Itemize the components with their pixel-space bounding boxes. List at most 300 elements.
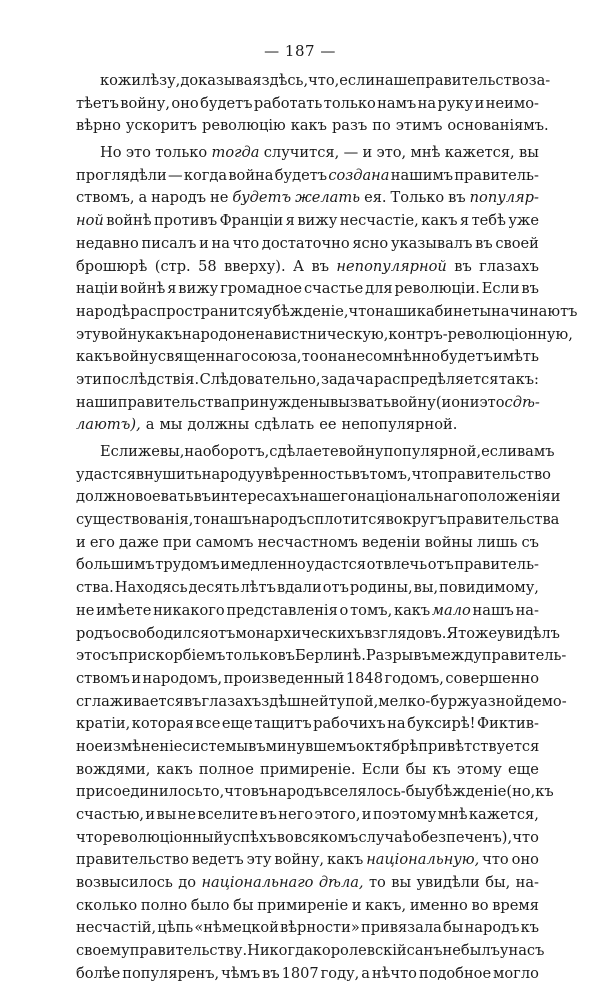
word: у — [499, 942, 509, 960]
word: правительству. — [129, 942, 248, 960]
word: ея. — [364, 189, 387, 207]
word: войнѣ — [120, 280, 166, 298]
word: войны — [424, 533, 473, 551]
text-line — [76, 577, 539, 600]
word: всякомъ — [294, 828, 359, 846]
word: правитель- — [481, 647, 567, 665]
word: примиреніе. — [260, 760, 356, 778]
text-line — [76, 917, 539, 940]
word: представленія — [226, 601, 338, 619]
word: въ — [183, 692, 202, 710]
word: своей — [495, 234, 539, 252]
word: народоненавистническую, — [182, 325, 389, 343]
word: лѣтъ — [240, 579, 276, 597]
word: будетъ — [440, 348, 493, 366]
word: громадное — [220, 280, 303, 298]
word: принуждены — [230, 393, 331, 411]
word: желать — [295, 189, 361, 207]
word: ства. — [76, 579, 114, 597]
word: томъ, — [369, 465, 412, 483]
word: привязала — [360, 919, 442, 937]
word: привѣтствуется — [418, 737, 540, 755]
word: а — [138, 189, 148, 207]
word: правительство — [415, 72, 529, 89]
text-line — [76, 600, 539, 623]
word: на — [387, 715, 406, 733]
word: несчастій, — [76, 919, 157, 937]
word: вы — [391, 874, 412, 892]
word: Только — [390, 189, 445, 207]
word: тащитъ — [254, 715, 312, 733]
word: войну — [100, 325, 146, 343]
word: народъ — [151, 189, 206, 207]
word: и — [474, 94, 485, 112]
word: примиреніе — [257, 896, 349, 914]
word: то, — [202, 783, 225, 801]
word: неимо- — [485, 94, 539, 112]
word: разъ — [331, 117, 368, 135]
word: что — [512, 828, 539, 846]
word: ее — [319, 416, 337, 434]
word: тупой, — [328, 692, 379, 710]
word: счастье — [303, 280, 364, 298]
word: народъ — [268, 783, 324, 801]
word: тоже — [458, 624, 498, 642]
word: оно — [171, 94, 199, 112]
text-line — [76, 804, 539, 827]
word: такъ: — [498, 370, 539, 388]
word: только — [323, 94, 376, 112]
word: внушить — [135, 465, 202, 483]
text-line — [76, 93, 539, 116]
text-line — [76, 324, 573, 347]
word: сдѣ- — [504, 393, 540, 411]
word: то — [193, 511, 211, 529]
word: достаточно — [261, 234, 350, 252]
word: къ — [535, 783, 554, 801]
word: революцію — [201, 117, 286, 135]
text-line — [76, 963, 539, 986]
word: воевать — [134, 488, 194, 506]
word: это, — [376, 144, 407, 162]
word: родины, — [349, 579, 413, 597]
word: кожи — [100, 72, 142, 89]
word: до — [178, 874, 197, 892]
word: войнѣ — [106, 212, 152, 230]
word: подобное — [418, 964, 492, 982]
word: союза, — [250, 348, 302, 366]
word: (стр. — [154, 257, 191, 275]
word: здѣшней — [261, 692, 329, 710]
word: повидимому, — [439, 579, 539, 597]
text-line — [76, 849, 539, 872]
word: не — [76, 601, 95, 619]
word: мнѣ — [410, 144, 441, 162]
word: вы, — [413, 579, 439, 597]
word: недавно — [76, 234, 139, 252]
word: мало — [431, 601, 471, 619]
word: только — [155, 144, 208, 162]
word: какъ, — [365, 896, 407, 914]
word: еще — [221, 715, 253, 733]
word: священнаго — [157, 348, 251, 366]
word: а — [145, 416, 155, 434]
word: на — [417, 94, 437, 112]
word: никакого — [153, 601, 225, 619]
word: сглаживается — [76, 692, 184, 710]
word: глазахъ — [479, 257, 539, 275]
word: основаніямъ. — [447, 117, 549, 135]
word: какъ — [421, 212, 458, 230]
text-line — [76, 392, 539, 415]
word: вы — [156, 806, 177, 823]
word: наши — [375, 302, 417, 320]
word: имѣть — [493, 348, 539, 366]
text-line — [76, 509, 560, 532]
word: въ — [248, 737, 266, 755]
word: распространится — [130, 302, 264, 320]
word: народомъ, — [142, 669, 223, 687]
word: что — [224, 783, 251, 801]
word: что, — [308, 72, 340, 89]
word: октябрѣ — [356, 737, 419, 755]
text-line — [76, 940, 545, 963]
word: что — [232, 234, 260, 252]
text-line — [76, 70, 551, 93]
word: — — [168, 166, 183, 184]
word: я — [285, 212, 295, 230]
word: будетъ — [200, 94, 253, 112]
word: убѣжденіе — [426, 783, 507, 801]
word: если — [339, 72, 376, 89]
word: революціи. — [394, 280, 480, 298]
word: народу — [201, 465, 256, 483]
word: Если — [100, 443, 138, 460]
word: него — [278, 806, 314, 823]
word: ной — [76, 212, 104, 230]
word: писалъ — [141, 234, 197, 252]
word: системы — [182, 737, 249, 755]
word: рабочихъ — [313, 715, 386, 733]
text-line — [76, 369, 539, 392]
word: санъ — [406, 942, 443, 960]
word: проглядѣли — [76, 166, 167, 184]
word: убѣжденіе, — [263, 302, 349, 320]
word: съ — [521, 533, 539, 551]
word: контръ-революціонную, — [388, 325, 573, 343]
word: правитель- — [454, 556, 539, 574]
word: буксирѣ! — [407, 715, 476, 733]
word: счастью, — [76, 806, 145, 823]
word: что — [411, 465, 439, 483]
word: войну — [338, 443, 384, 460]
word: только — [225, 647, 278, 665]
word: кажется, — [468, 806, 539, 823]
word: во — [471, 896, 489, 914]
word: при — [162, 533, 192, 551]
text-line — [76, 301, 578, 324]
word: правительства — [117, 393, 231, 411]
word: вы — [519, 144, 539, 162]
word: эти — [76, 370, 102, 388]
word: королевскій — [312, 942, 407, 960]
word: именно — [409, 896, 468, 914]
word: интересахъ — [211, 488, 300, 506]
text-line — [76, 142, 539, 165]
word: указывалъ — [390, 234, 473, 252]
word: какъ — [76, 348, 113, 366]
word: отъ — [209, 624, 236, 642]
word: и — [220, 556, 230, 574]
word: и — [361, 806, 372, 823]
text-line — [76, 872, 539, 895]
word: въ — [259, 806, 277, 823]
word: какъ — [290, 117, 327, 135]
word: же — [137, 443, 160, 460]
word: не — [177, 806, 196, 823]
paragraph — [76, 441, 567, 986]
word: вы, — [159, 443, 185, 460]
word: вѣрно — [76, 117, 121, 135]
word: вызвать — [330, 393, 391, 411]
word: на — [211, 234, 230, 252]
word: начинаютъ — [491, 302, 578, 320]
word: взглядовъ. — [364, 624, 447, 642]
text-line — [76, 554, 539, 577]
word: распредѣляется — [374, 370, 499, 388]
word: наоборотъ, — [184, 443, 270, 460]
text-line — [76, 414, 539, 437]
word: могло — [493, 964, 539, 982]
word: національнаго — [356, 488, 469, 506]
text-line — [76, 165, 539, 188]
word: какъ — [145, 325, 183, 343]
word: тѣетъ — [76, 94, 119, 112]
word: руку — [437, 94, 474, 112]
word: бы, — [485, 874, 511, 892]
word: А — [293, 257, 305, 275]
word: даже — [119, 533, 159, 551]
text-line — [76, 486, 561, 509]
word: въ — [521, 280, 539, 298]
word: это — [76, 647, 102, 665]
word: въ — [475, 234, 493, 252]
word: популяр- — [469, 189, 539, 207]
word: мнѣ — [437, 806, 468, 823]
word: Если — [481, 280, 520, 298]
word: ствомъ, — [76, 189, 135, 207]
word: здѣсь, — [261, 72, 309, 89]
word: самомъ — [195, 533, 254, 551]
paragraph — [76, 142, 578, 437]
word: для — [365, 280, 393, 298]
text-line — [76, 736, 539, 759]
word: а — [361, 964, 370, 982]
word: вверху). — [224, 257, 286, 275]
word: на- — [515, 601, 539, 619]
word: которая — [131, 715, 194, 733]
word: трудомъ — [155, 556, 220, 574]
word: поэтому — [372, 806, 437, 823]
word: должны — [187, 416, 250, 434]
word: медленно — [230, 556, 306, 574]
word: популяренъ, — [122, 964, 220, 982]
word: и — [199, 234, 209, 252]
word: измѣненіе — [103, 737, 183, 755]
word: освободился — [112, 624, 210, 642]
word: все — [195, 715, 221, 733]
word: еще — [508, 760, 539, 778]
word: несчастіе, — [339, 212, 419, 230]
word: когда — [183, 166, 228, 184]
word: монархическихъ — [235, 624, 365, 642]
word: полное — [198, 760, 254, 778]
word: революціонный — [102, 828, 224, 846]
word: ускоритъ — [125, 117, 197, 135]
word: 1848 — [345, 669, 383, 687]
word: въ — [311, 257, 330, 275]
word: эту — [76, 325, 101, 343]
word: своему — [76, 942, 130, 960]
word: я — [459, 212, 470, 230]
word: войну, — [274, 851, 325, 869]
word: будетъ — [232, 189, 292, 207]
body-text — [76, 70, 578, 986]
word: противъ — [153, 212, 218, 230]
word: полно — [140, 896, 188, 914]
word: тогда — [211, 144, 260, 162]
word: оно — [511, 851, 539, 869]
word: былъ — [460, 942, 500, 960]
word: послѣдствія. — [102, 370, 200, 388]
word: бы — [405, 760, 427, 778]
word: должно — [76, 488, 135, 506]
text-line — [76, 827, 539, 850]
text-line — [76, 781, 554, 804]
word: Фиктив- — [476, 715, 539, 733]
word: большимъ — [76, 556, 155, 574]
word: вижу — [297, 212, 338, 230]
word: произведенный — [223, 669, 345, 687]
word: отвлечь — [366, 556, 428, 574]
word: сдѣлаете — [269, 443, 339, 460]
word: въ — [193, 488, 212, 506]
word: правитель- — [454, 166, 539, 184]
word: сплотится — [306, 511, 386, 529]
word: Никогда — [247, 942, 313, 960]
word: въ — [351, 465, 370, 483]
word: бы — [443, 919, 464, 937]
word: 1807 — [281, 964, 319, 982]
word: съ — [101, 647, 119, 665]
page-number: — 187 — — [264, 42, 336, 60]
word: національную, — [366, 851, 480, 869]
word: Если — [361, 760, 400, 778]
word: Находясь — [114, 579, 188, 597]
word: въ — [277, 647, 295, 665]
word: создана — [328, 166, 390, 184]
word: вселялось-бы — [323, 783, 427, 801]
word: не — [209, 189, 229, 207]
word: что — [76, 828, 103, 846]
word: что — [348, 302, 376, 320]
word: правительство — [76, 851, 189, 869]
word: болѣе — [76, 964, 121, 982]
word: минувшемъ — [265, 737, 357, 755]
word: работать — [253, 94, 323, 112]
word: было — [190, 896, 230, 914]
word: кажется, — [444, 144, 515, 162]
word: Я — [446, 624, 459, 642]
word: уже — [508, 212, 539, 230]
text-line — [76, 691, 567, 714]
word: и — [362, 144, 373, 162]
word: годомъ, — [384, 669, 444, 687]
word: ствомъ — [76, 669, 130, 687]
word: нашимъ — [390, 166, 454, 184]
word: прискорбіемъ — [118, 647, 226, 665]
word: она — [319, 348, 347, 366]
word: имѣете — [96, 601, 152, 619]
text-line — [76, 668, 539, 691]
paragraph — [76, 70, 551, 138]
word: увидѣлъ — [497, 624, 560, 642]
word: война — [228, 166, 274, 184]
word: намъ — [377, 94, 417, 112]
word: мелко-буржуазной — [378, 692, 524, 710]
word: между — [430, 647, 482, 665]
word: лѣзу, — [141, 72, 181, 89]
word: совершенно — [445, 669, 539, 687]
word: національнаго — [201, 874, 314, 892]
word: задача — [321, 370, 374, 388]
word: обезпеченъ), — [411, 828, 513, 846]
word: Но — [100, 144, 122, 162]
word: ведетъ — [191, 851, 244, 869]
word: отъ — [427, 556, 454, 574]
word: на- — [515, 874, 539, 892]
word: и — [131, 669, 142, 687]
word: лишь — [476, 533, 518, 551]
word: доказывая — [180, 72, 262, 89]
word: наше — [375, 72, 416, 89]
text-line — [76, 759, 539, 782]
word: несчастномъ — [257, 533, 358, 551]
word: вселите — [197, 806, 259, 823]
text-line — [76, 187, 539, 210]
word: ное — [76, 737, 104, 755]
word: вождями, — [76, 760, 151, 778]
word: это — [479, 393, 505, 411]
word: мы — [159, 416, 183, 434]
word: въ — [262, 964, 280, 982]
word: вокругъ — [385, 511, 447, 529]
word: время — [492, 896, 539, 914]
word: брошюрѣ — [76, 257, 148, 275]
word: Франціи — [219, 212, 284, 230]
word: дѣла, — [318, 874, 364, 892]
text-line — [76, 532, 539, 555]
word: возвысилось — [76, 874, 173, 892]
word: вѣрности» — [280, 919, 360, 937]
word: въ — [250, 783, 269, 801]
word: этого, — [314, 806, 361, 823]
text-line — [76, 256, 539, 279]
word: непопулярной — [336, 257, 447, 275]
word: Разрывъ — [365, 647, 431, 665]
word: какъ — [393, 601, 431, 619]
word: будетъ — [274, 166, 328, 184]
